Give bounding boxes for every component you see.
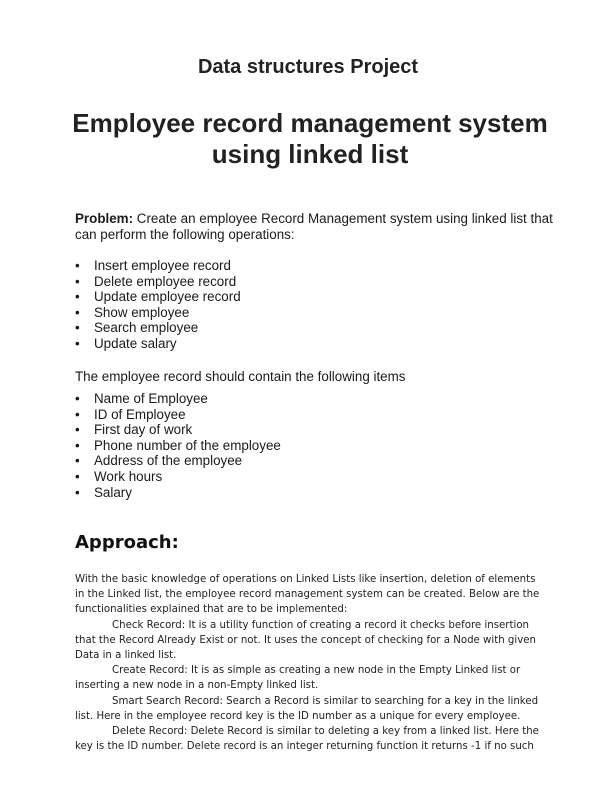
list-item: • Search employee	[75, 320, 241, 336]
record-items-list	[75, 391, 281, 500]
list-item: • First day of work	[75, 422, 281, 438]
approach-body	[75, 572, 545, 754]
list-item: • Phone number of the employee	[75, 438, 281, 454]
problem-label: Problem:	[75, 211, 134, 226]
problem-statement	[75, 211, 555, 243]
approach-paragraph: Delete Record: Delete Record is similar to deleting a key from a linked list. Here the key is the ID number. Delete record is an integer returning function it returns -1 if no such	[75, 726, 539, 753]
approach-paragraph: Create Record: It is as simple as creating a new node in the Empty Linked list or inserting a new node in a non-Empty linked list.	[75, 665, 521, 692]
approach-paragraph: Smart Search Record: Search a Record is similar to searching for a key in the linked list. Here in the employee record key is the ID number as a unique for every employee.	[75, 695, 539, 722]
list-item: • Salary	[75, 485, 281, 501]
problem-text: Create an employee Record Management system using linked list that can perform the following operations:	[75, 211, 553, 242]
list-item: • Insert employee record	[75, 258, 241, 274]
list-item: • Name of Employee	[75, 391, 281, 407]
record-intro: The employee record should contain the following items	[75, 369, 406, 384]
list-item: • Address of the employee	[75, 453, 281, 469]
page-title	[40, 108, 580, 170]
list-item: • Update salary	[75, 336, 241, 352]
approach-intro: With the basic knowledge of operations on Linked Lists like insertion, deletion of elements in the Linked list, the employee record management system can be created. Below are the functionalities explained that are to be implemented:	[75, 574, 540, 616]
title-line-2: using linked list	[211, 139, 409, 169]
list-item: • ID of Employee	[75, 407, 281, 423]
approach-heading: Approach:	[75, 532, 179, 553]
list-item: • Show employee	[75, 305, 241, 321]
project-subtitle: Data structures Project	[197, 56, 419, 78]
operations-list	[75, 258, 241, 352]
title-line-1: Employee record management system	[72, 108, 548, 138]
list-item: • Work hours	[75, 469, 281, 485]
list-item: • Update employee record	[75, 289, 241, 305]
list-item: • Delete employee record	[75, 274, 241, 290]
approach-paragraph: Check Record: It is a utility function of creating a record it checks before insertion that the Record Already Exist or not. It uses the concept of checking for a Node with given Data in a linked list.	[75, 619, 536, 662]
